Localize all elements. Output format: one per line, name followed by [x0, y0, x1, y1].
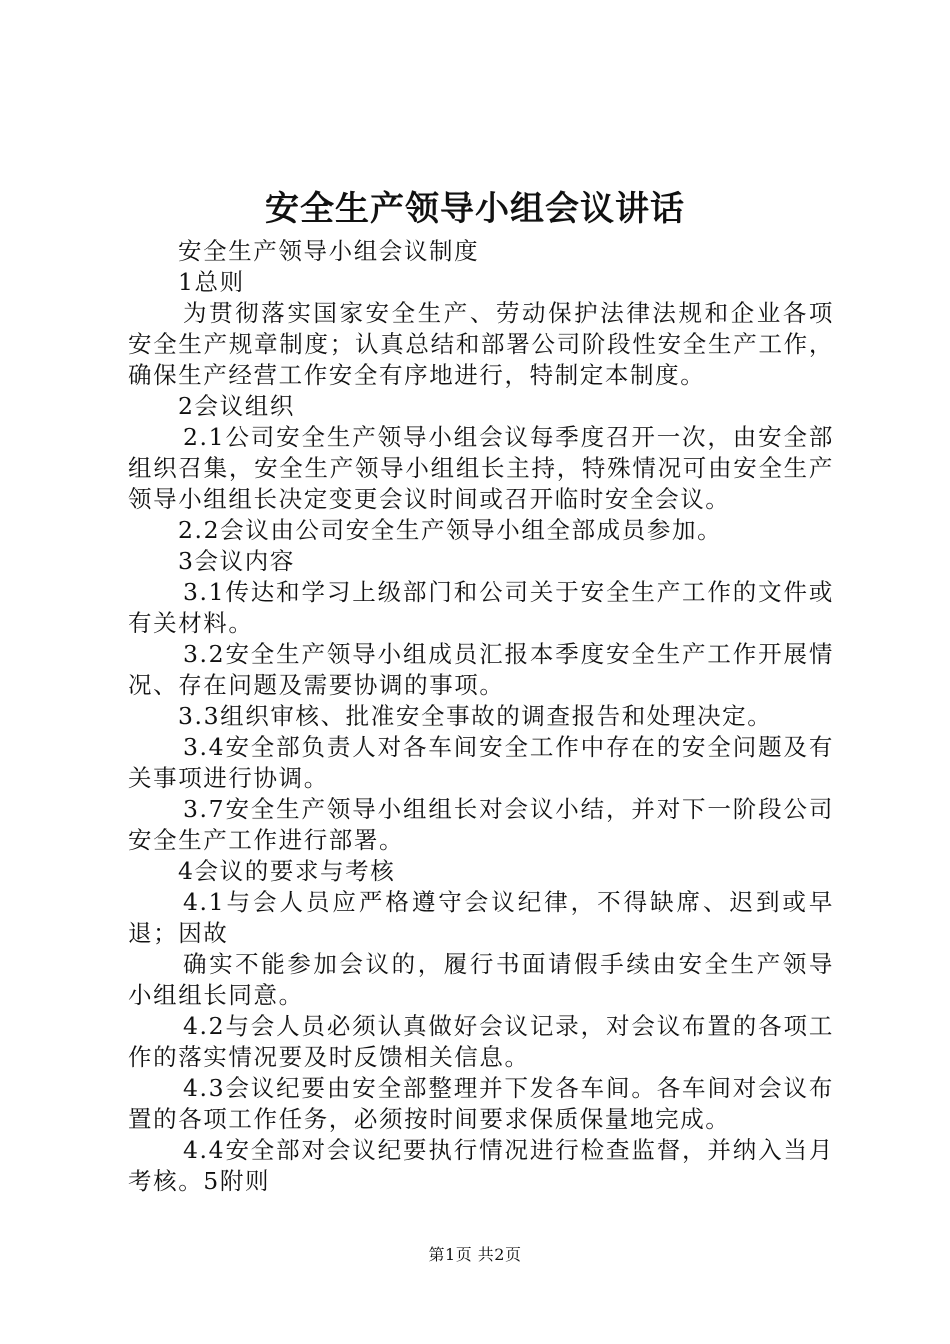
section-heading-content: 3会议内容	[178, 547, 295, 575]
paragraph: 确实不能参加会议的，履行书面请假手续由安全生产领导小组组长同意。	[128, 950, 834, 1009]
paragraph: 3.4安全部负责人对各车间安全工作中存在的安全问题及有关事项进行协调。	[128, 733, 834, 792]
paragraph: 3.7安全生产领导小组组长对会议小结，并对下一阶段公司安全生产工作进行部署。	[128, 795, 834, 854]
paragraph: 4.2与会人员必须认真做好会议记录，对会议布置的各项工作的落实情况要及时反馈相关信息。	[128, 1012, 834, 1071]
section-heading-general: 1总则	[178, 268, 245, 296]
document-body	[128, 236, 834, 1197]
paragraph: 4.4安全部对会议纪要执行情况进行检查监督，并纳入当月考核。5附则	[128, 1136, 834, 1195]
paragraph: 2.2会议由公司安全生产领导小组全部成员参加。	[178, 516, 723, 544]
paragraph: 3.2安全生产领导小组成员汇报本季度安全生产工作开展情况、存在问题及需要协调的事项。	[128, 640, 834, 699]
paragraph: 3.3组织审核、批准安全事故的调查报告和处理决定。	[178, 702, 773, 730]
paragraph: 3.1传达和学习上级部门和公司关于安全生产工作的文件或有关材料。	[128, 578, 834, 637]
document-title: 安全生产领导小组会议讲话	[265, 189, 685, 229]
page-footer: 第1页 共2页	[428, 1245, 522, 1264]
paragraph: 4.3会议纪要由安全部整理并下发各车间。各车间对会议布置的各项工作任务，必须按时间要求保质保量地完成。	[128, 1074, 834, 1133]
paragraph: 4.1与会人员应严格遵守会议纪律，不得缺席、迟到或早退；因故	[128, 888, 834, 947]
paragraph: 2.1公司安全生产领导小组会议每季度召开一次，由安全部组织召集，安全生产领导小组组长主持，特殊情况可由安全生产领导小组组长决定变更会议时间或召开临时安全会议。	[128, 423, 834, 513]
paragraph: 为贯彻落实国家安全生产、劳动保护法律法规和企业各项安全生产规章制度；认真总结和部署公司阶段性安全生产工作，确保生产经营工作安全有序地进行，特制定本制度。	[128, 299, 834, 389]
paragraph-subtitle: 安全生产领导小组会议制度	[178, 237, 480, 265]
section-heading-requirements: 4会议的要求与考核	[178, 857, 396, 885]
section-heading-organization: 2会议组织	[178, 392, 295, 420]
